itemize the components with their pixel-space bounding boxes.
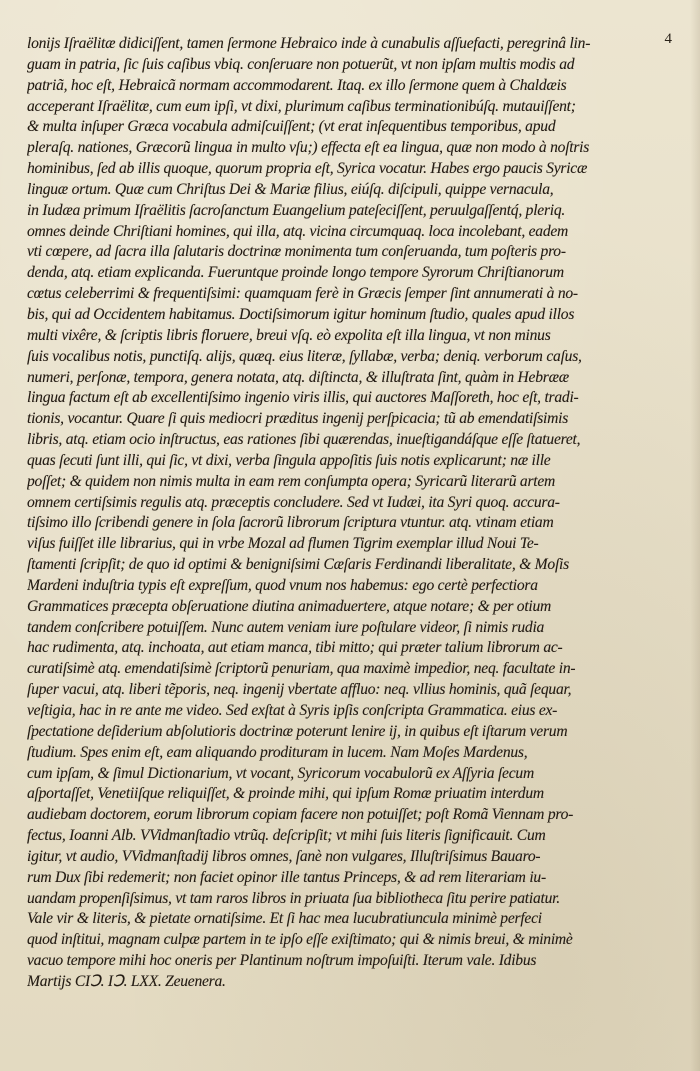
page-number: 4 xyxy=(664,31,672,47)
text-line: lingua factum eſt ab excellentiſsimo ingenio viris illis, qui auctores Maſſoreth, hoc eſt, tradi- xyxy=(27,389,579,407)
page-edge-shadow xyxy=(690,0,700,1071)
text-line: veſtigia, hac in re ante me video. Sed exſtat à Syris ipſis conſcripta Grammatica. eius ex- xyxy=(27,702,558,719)
text-line: quas ſecuti ſunt illi, qui ſic, vt dixi, verba ſingula appoſitis ſuis notis explicarunt; næ ille xyxy=(27,451,551,469)
text-line: ſtamenti ſcripſit; de quo id optimi & benigniſsimi Cæſaris Ferdinandi liberalitate, & Moſis xyxy=(27,556,569,574)
text-line: quod inſtitui, magnam culpæ partem in te ipſo eſſe exiſtimato; qui & nimis breui, & minimè xyxy=(27,931,573,949)
text-line: patriã, hoc eſt, Hebraicã normam accommodarent. Itaq. ex illo ſermone quem à Chaldæis xyxy=(27,76,567,94)
text-line: guam in patria, ſic ſuis caſibus vbiq. conſeruare non potuerũt, vt non ipſam multis modis ad xyxy=(27,55,575,73)
text-line: ſtudium. Spes enim eſt, eam aliquando prodituram in lucem. Nam Moſes Mardenus, xyxy=(27,743,528,761)
text-line: hominibus, ſed ab illis quoque, quorum propria eſt, Syrica vocatur. Habes ergo paucis Syricæ xyxy=(27,160,588,178)
text-line: vacuo tempore mihi hoc oneris per Plantinum noſtrum impoſuiſti. Iterum vale. Idibus xyxy=(27,952,537,970)
text-line: viſus fuiſſet ille librarius, qui in vrbe Mozal ad flumen Tigrim exemplar illud Noui Te- xyxy=(27,535,539,553)
text-line: aſportaſſet, Venetiiſque reliquiſſet, & proinde mihi, qui ipſum Romæ priuatim interdum xyxy=(27,785,544,803)
text-line: denda, atq. etiam explicanda. Fueruntque proinde longo tempore Syrorum Chriſtianorum xyxy=(27,264,564,282)
text-line: uandam propenſiſsimus, vt tam raros libros in priuata ſua bibliotheca ſitu perire patiatur. xyxy=(27,889,560,907)
text-line: Mardeni induſtria typis eſt expreſſum, quod vnum nos habemus: ego certè perfectiora xyxy=(27,576,538,594)
text-line: in Iudæa primum Iſraëlitis ſacroſanctum Euangelium pateſeciſſent, peruulgaſſentq́, pleriq. xyxy=(27,201,566,219)
text-line: omnem certiſsimis regulis atq. præceptis concludere. Sed vt Iudæi, ita Syri quoq. accura- xyxy=(27,493,560,511)
text-line: fectus, Ioanni Alb. VVidmanſtadio vtrũq. deſcripſit; vt mihi ſuis literis ſignificauit. Cum xyxy=(27,827,546,845)
text-line: tandem conſcribere potuiſſem. Nunc autem veniam iure poſtulare videor, ſi nimis rudia xyxy=(27,618,545,636)
text-line: bis, qui ad Occidentem habitamus. Doctiſsimorum igitur hominum ſtudio, quales apud illos xyxy=(27,305,575,323)
text-block xyxy=(27,34,669,993)
text-line: multi vixêre, & ſcriptis libris floruere, breui vſq. eò expolita eſt illa lingua, vt non minus xyxy=(27,326,551,344)
text-line: ſuper vacui, atq. liberi tẽporis, neq. ingenij vbertate affluo: neq. vllius hominis, quã ſequar, xyxy=(27,681,572,699)
text-line: curatiſsimè atq. emendatiſsimè ſcriptorũ penuriam, qua maximè impedior, neq. facultate in- xyxy=(27,660,576,678)
text-line: ſuis vocalibus notis, punctiſq. alijs, quæq. eius literæ, ſyllabæ, verba; deniq. verborum caſus, xyxy=(27,347,582,365)
text-line: poſſet; & quidem non nimis multa in eam rem conſumpta opera; Syricarũ literarũ artem xyxy=(27,472,556,490)
text-line: libris, atq. etiam ocio inſtructus, eas rationes ſibi quærendas, inueſtigandáſque eſſe ſtatueret, xyxy=(27,431,581,449)
text-line: & multa inſuper Græca vocabula admiſcuiſſent; (vt erat inſequentibus temporibus, apud xyxy=(27,118,556,136)
text-line: vti cœpere, ad ſacra illa ſalutaris doctrinæ monimenta tum conſeruanda, tum poſteris pro- xyxy=(27,243,566,261)
text-line: cum ipſam, & ſimul Dictionarium, vt vocant, Syricorum vocabulorũ ex Aſſyria ſecum xyxy=(27,764,534,782)
text-line: igitur, vt audio, VVidmanſtadij libros omnes, ſanè non vulgares, Illuſtriſsimus Bauaro- xyxy=(27,847,541,865)
text-line: acceperant Iſraëlitæ, cum eum ipſi, vt dixi, plurimum caſibus terminationibúſq. mutauiſſent; xyxy=(27,97,576,115)
text-line: Vale vir & literis, & pietate ornatiſsime. Et ſi hac mea lucubratiuncula minimè perfeci xyxy=(27,910,542,928)
text-line: cœtus celeberrimi & frequentiſsimi: quamquam ferè in Græcis ſemper ſint annumerati à no- xyxy=(27,285,578,303)
text-line: audiebam doctorem, eorum librorum copiam facere non potuiſſet; poſt Romã Viennam pro- xyxy=(27,806,574,824)
text-line: linguæ ortum. Quæ cum Chriſtus Dei & Mariæ filius, eiúſq. diſcipuli, quippe vernacula, xyxy=(27,180,554,198)
text-line: pleraſq. nationes, Græcorũ lingua in multo vſu;) effecta eſt ea lingua, quæ non modo à noſtris xyxy=(27,139,590,157)
text-line: ſpectatione deſiderium abſolutioris doctrinæ poterunt lenire ij, in quibus eſt iſtarum verum xyxy=(27,722,568,740)
text-line: Martijs CIↃ. IↃ. LXX. Zeuenera. xyxy=(27,972,226,990)
text-line: numeri, perſonæ, tempora, genera notata, atq. diſtincta, & illuſtrata ſint, quàm in Hebrææ xyxy=(27,368,569,386)
text-line: rum Dux ſibi redemerit; non faciet opinor ille tantus Princeps, & ad rem literariam iu- xyxy=(27,868,546,886)
text-line: lonijs Iſraëlitæ didiciſſent, tamen ſermone Hebraico inde à cunabulis aſſuefacti, peregrinâ lin- xyxy=(27,35,591,52)
text-line: hac rudimenta, atq. inchoata, aut etiam manca, tibi mitto; qui præter talium librorum ac- xyxy=(27,639,563,657)
text-line: omnes deinde Chriſtiani homines, qui illa, atq. vicina circumquaq. loca incolebant, eadem xyxy=(27,222,569,240)
text-line: Grammatices præcepta obſeruatione diutina animaduertere, atque notare; & per otium xyxy=(27,597,552,615)
text-line: tionis, vocantur. Quare ſi quis mediocri præditus ingenij perſpicacia; tũ ab emendatiſsimis xyxy=(27,410,569,428)
text-line: tiſsimo illo ſcribendi genere in ſola ſacrorũ librorum ſcriptura vtuntur. atq. vtinam etiam xyxy=(27,514,554,532)
